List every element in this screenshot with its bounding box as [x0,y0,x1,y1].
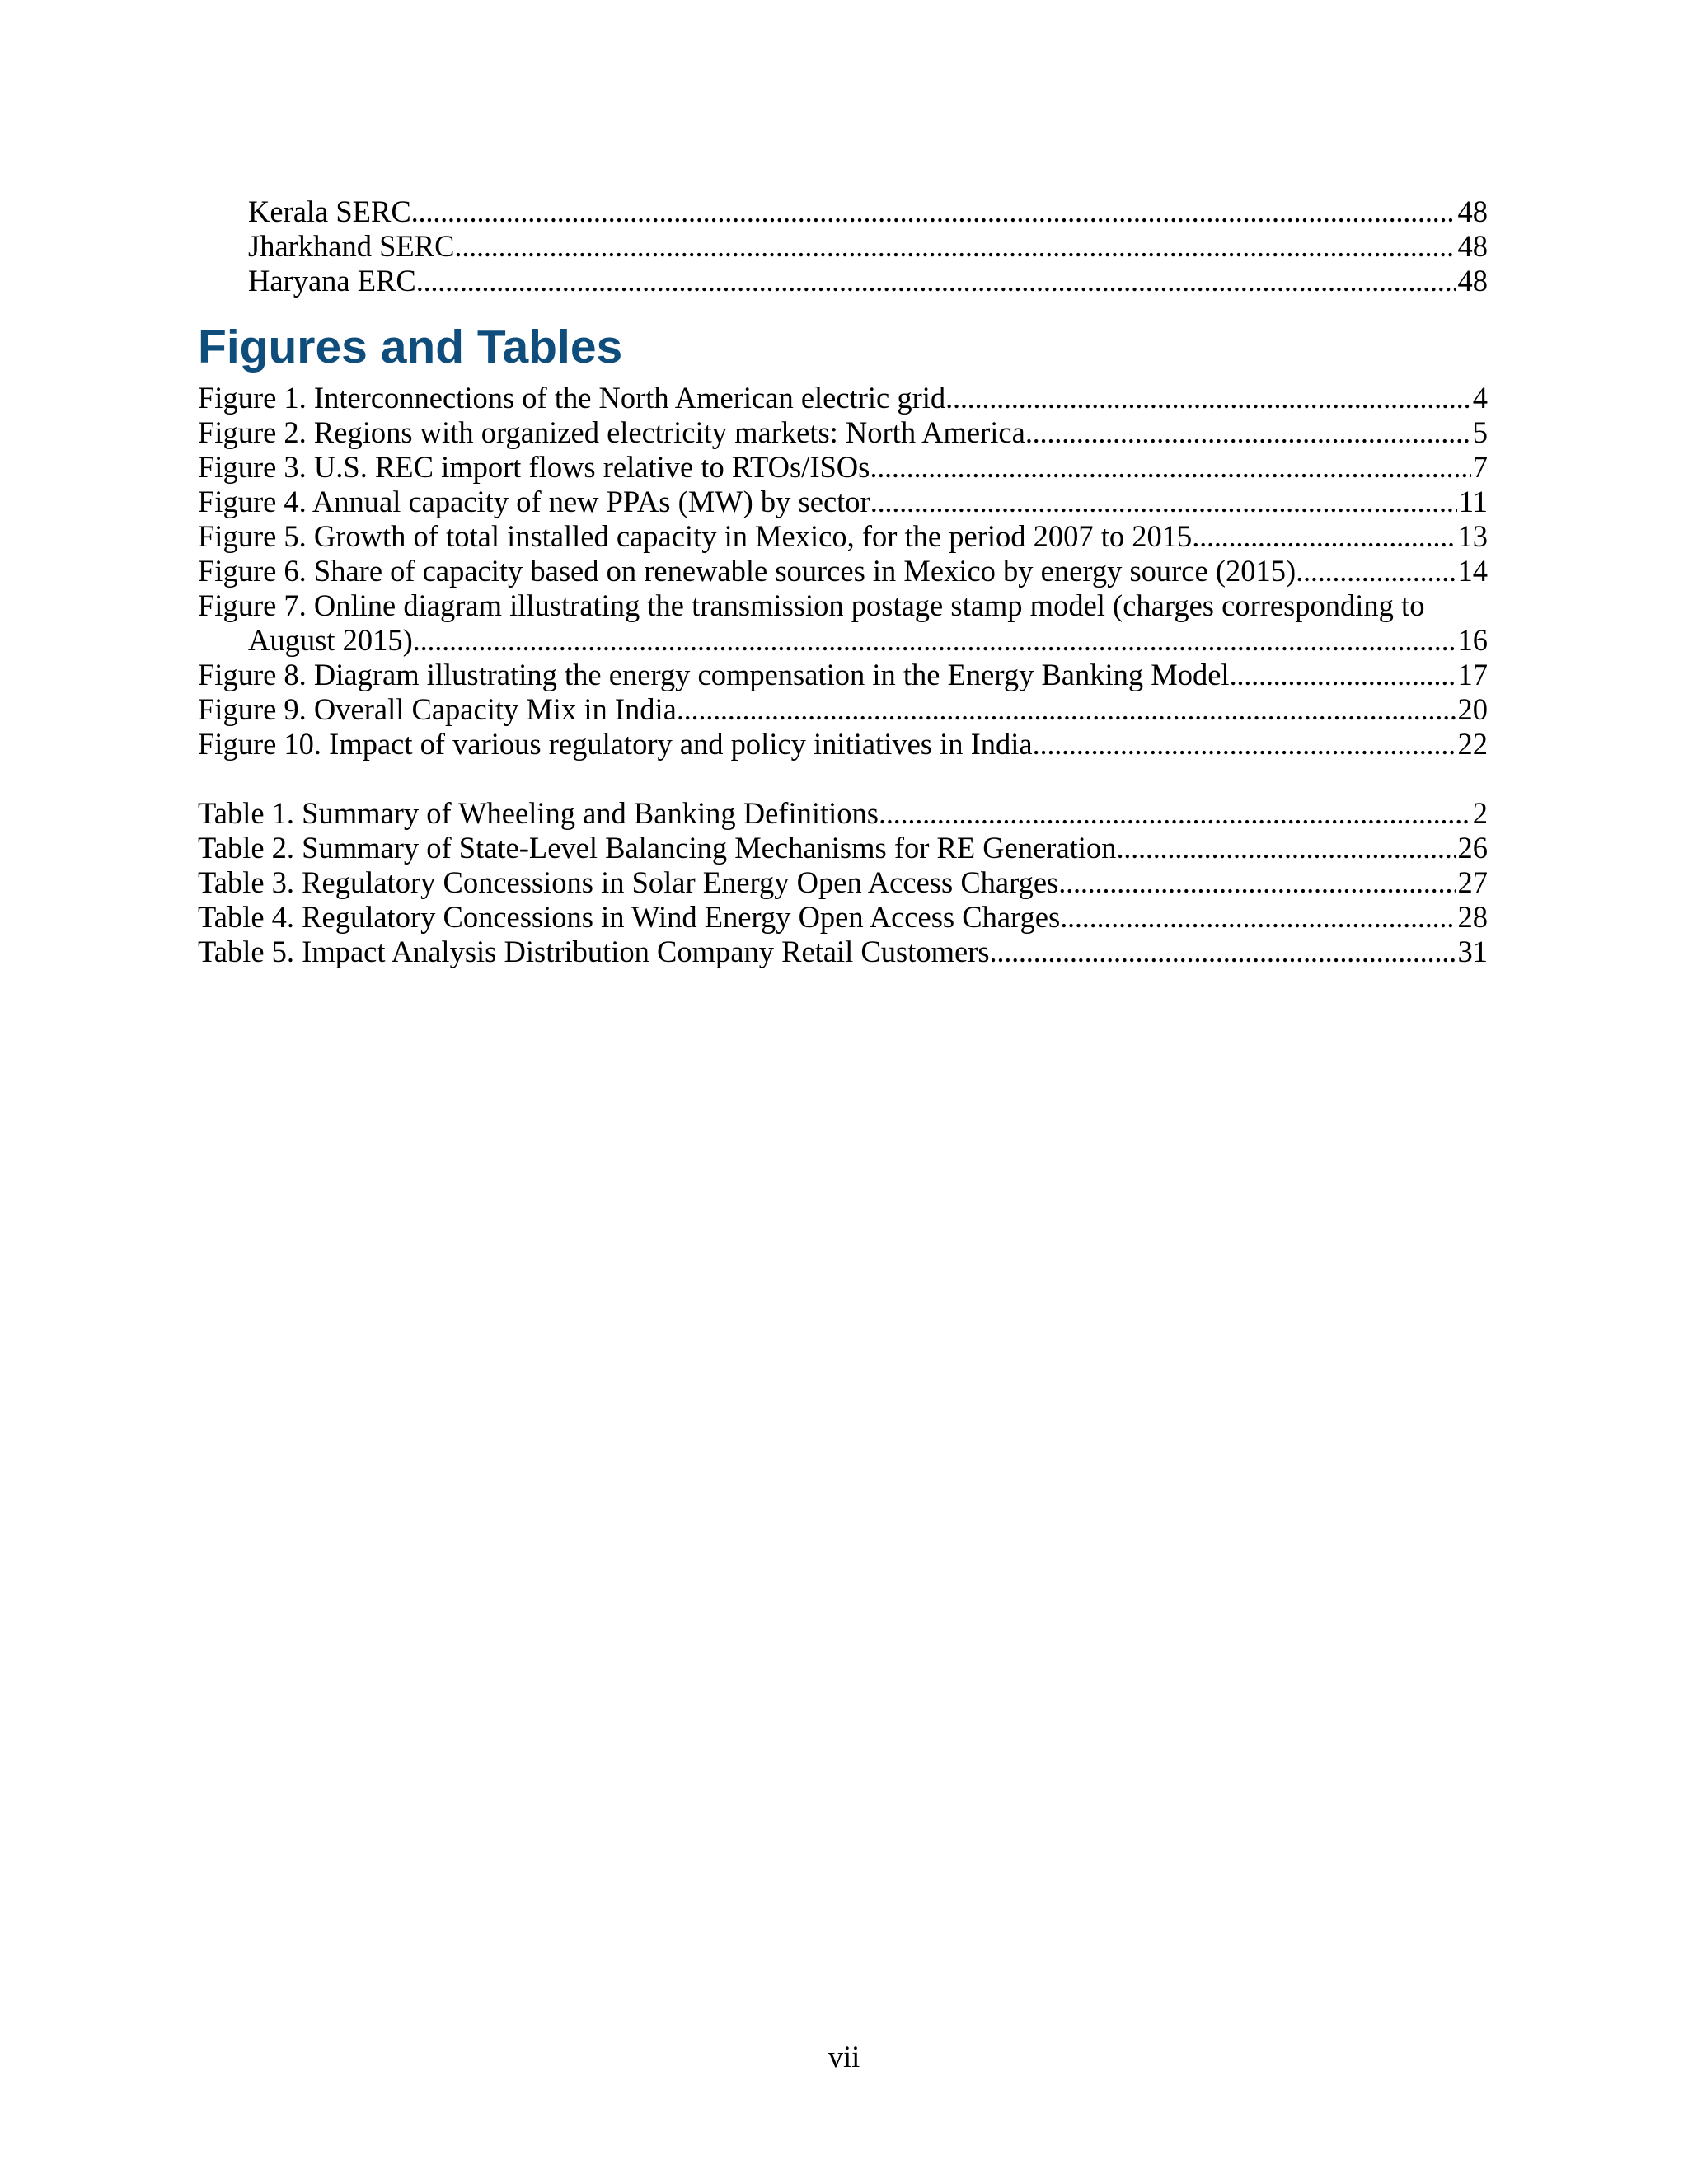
toc-entry-page: 48 [1457,264,1488,298]
toc-entry-title: Table 5. Impact Analysis Distribution Company Retail Customers [198,935,990,968]
dot-leader [879,796,1471,831]
dot-leader [1296,554,1456,588]
toc-entry-title: Figure 9. Overall Capacity Mix in India [198,692,677,726]
dot-leader [1116,831,1456,865]
toc-entry-title: Figure 8. Diagram illustrating the energy compensation in the Energy Banking Model [198,658,1230,691]
dot-leader [454,229,1456,264]
dot-leader [677,692,1456,727]
toc-entry-table-5[interactable] [198,935,1488,969]
toc-entry-figure-4[interactable] [198,485,1488,519]
toc-entry-figure-6[interactable] [198,554,1488,588]
toc-entry-page: 13 [1457,519,1488,553]
toc-entry-title: Table 1. Summary of Wheeling and Banking Definitions [198,796,879,830]
toc-entry-figure-1[interactable] [198,381,1488,415]
toc-entry-title-line-2: August 2015) [248,623,413,657]
dot-leader [1060,900,1456,935]
toc-entry-title: Table 4. Regulatory Concessions in Wind Energy Open Access Charges [198,900,1061,934]
toc-entry-title: Jharkhand SERC [248,229,455,263]
toc-entry-page: 14 [1457,554,1488,588]
toc-entry-figure-8[interactable] [198,658,1488,692]
toc-entry-title: Figure 10. Impact of various regulatory and policy initiatives in India [198,727,1033,761]
page-number: vii [828,2040,860,2074]
toc-entry-title-line-1: Figure 7. Online diagram illustrating the transmission postage stamp model (charges corresponding to [198,588,1425,622]
toc-entry-table-1[interactable] [198,796,1488,831]
toc-entry-jharkhand-serc[interactable] [198,229,1488,264]
toc-entry-title: Haryana ERC [248,264,416,298]
toc-entry-page: 28 [1457,900,1488,934]
toc-entry-figure-5[interactable] [198,519,1488,554]
dot-leader [413,623,1456,658]
spacer [198,762,1488,796]
toc-entry-title: Figure 6. Share of capacity based on renewable sources in Mexico by energy source (2015) [198,554,1296,588]
dot-leader [1058,865,1456,900]
dot-leader [990,935,1456,969]
dot-leader [1192,519,1456,554]
toc-entry-page: 20 [1457,692,1488,726]
toc-entry-figure-7[interactable] [198,588,1488,658]
toc-entry-figure-10[interactable] [198,727,1488,762]
toc-entry-page: 11 [1458,485,1488,518]
toc-entry-continuation [198,623,1488,658]
toc-entry-figure-2[interactable] [198,415,1488,450]
toc-entry-table-2[interactable] [198,831,1488,865]
toc-entry-page: 16 [1457,623,1488,657]
toc-entry-table-4[interactable] [198,900,1488,935]
toc-entry-page: 5 [1472,415,1488,449]
toc-entry-title: Figure 2. Regions with organized electricity markets: North America [198,415,1025,449]
toc-entry-page: 31 [1457,935,1488,968]
toc-entry-page: 22 [1457,727,1488,761]
dot-leader [1033,727,1456,762]
toc-entry-title: Table 3. Regulatory Concessions in Solar Energy Open Access Charges [198,865,1059,899]
dot-leader [1230,658,1456,692]
toc-entry-page: 48 [1457,194,1488,228]
toc-entry-title: Figure 5. Growth of total installed capacity in Mexico, for the period 2007 to 2015 [198,519,1193,553]
toc-entry-page: 7 [1472,450,1488,484]
toc-entry-page: 2 [1472,796,1488,830]
toc-entry-kerala-serc[interactable] [198,194,1488,229]
toc-entry-figure-9[interactable] [198,692,1488,727]
toc-entry-page: 4 [1472,381,1488,415]
section-heading: Figures and Tables [198,321,623,373]
toc-page [198,194,1488,969]
dot-leader [416,264,1456,298]
toc-entry-page: 26 [1457,831,1488,865]
toc-entry-page: 27 [1457,865,1488,899]
dot-leader [945,381,1471,415]
toc-entry-table-3[interactable] [198,865,1488,900]
toc-entry-haryana-erc[interactable] [198,264,1488,298]
toc-entry-title: Figure 4. Annual capacity of new PPAs (MW) by sector [198,485,870,518]
dot-leader [1025,415,1471,450]
dot-leader [870,485,1457,519]
dot-leader [411,194,1456,229]
toc-entry-title: Kerala SERC [248,194,411,228]
toc-entry-page: 17 [1457,658,1488,691]
toc-entry-title: Figure 3. U.S. REC import flows relative to RTOs/ISOs [198,450,870,484]
toc-entry-figure-3[interactable] [198,450,1488,485]
toc-entry-title: Figure 1. Interconnections of the North American electric grid [198,381,946,415]
toc-entry-title: Table 2. Summary of State-Level Balancing Mechanisms for RE Generation [198,831,1117,865]
toc-entry-page: 48 [1457,229,1488,263]
dot-leader [870,450,1470,485]
